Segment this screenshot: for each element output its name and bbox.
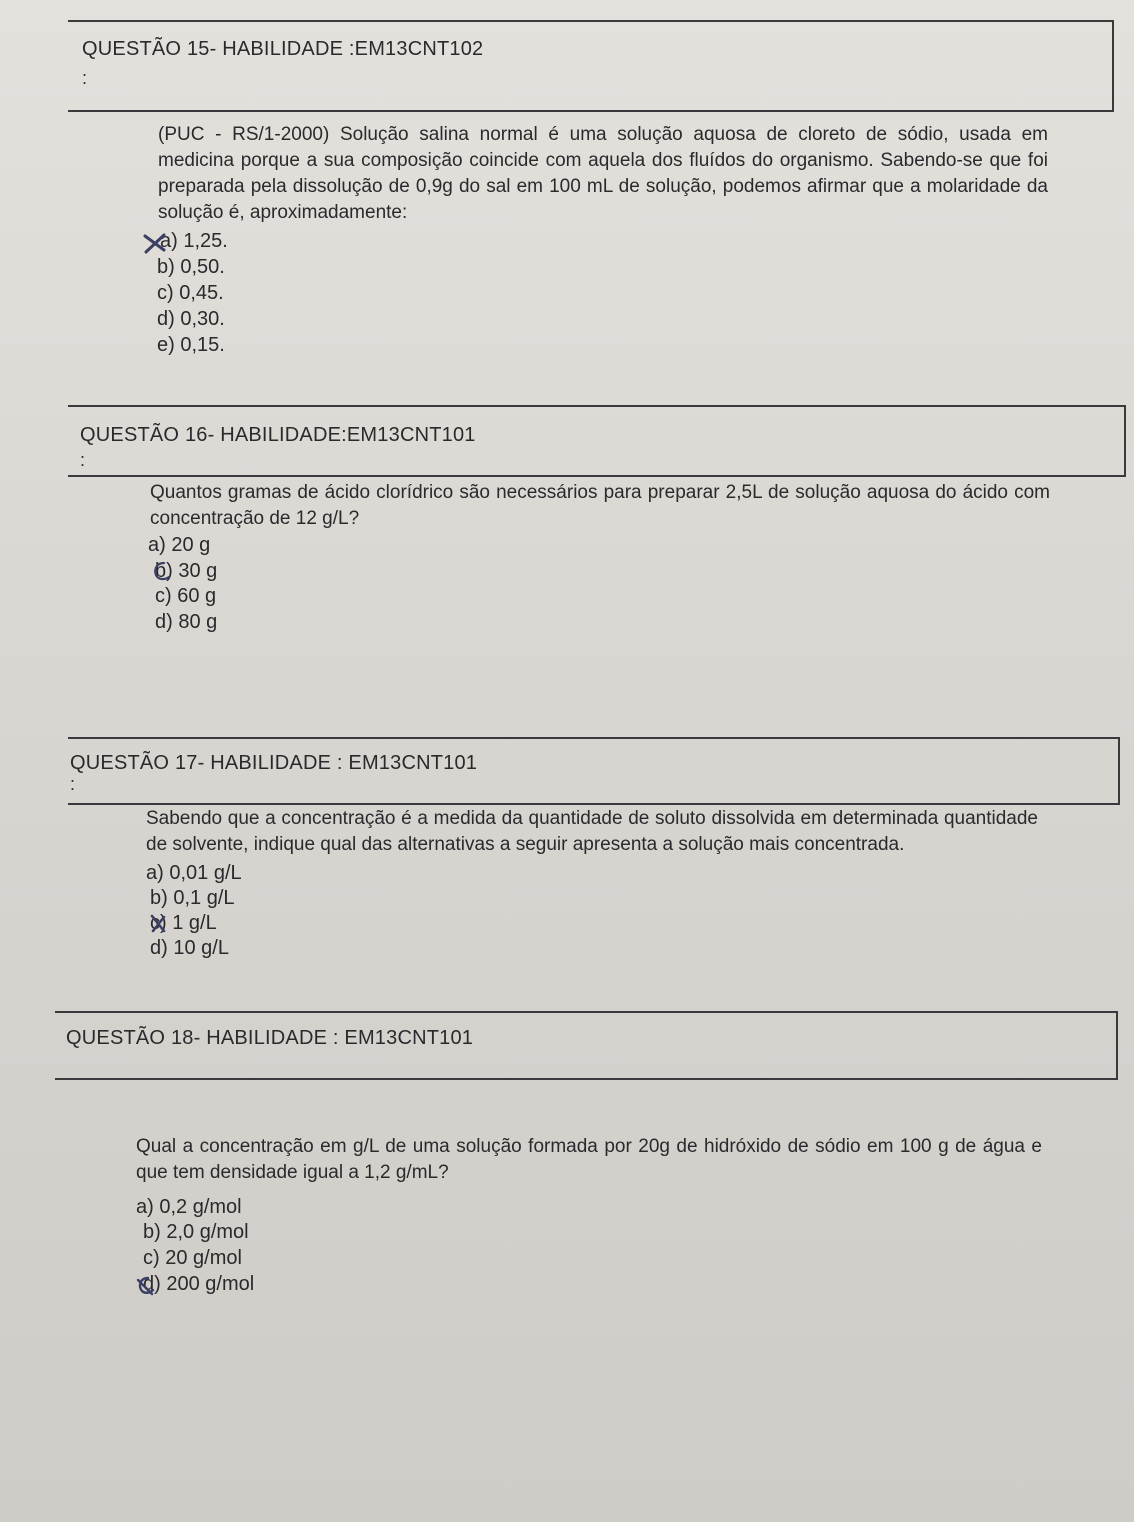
question-18-option-d[interactable]: d) 200 g/mol [143, 1273, 255, 1295]
pen-cross-mark-icon [142, 232, 168, 254]
question-16-option-d[interactable]: d) 80 g [155, 611, 218, 633]
question-18-option-a[interactable]: a) 0,2 g/mol [136, 1196, 242, 1218]
question-16-option-c[interactable]: c) 60 g [155, 585, 217, 607]
question-16-text: Quantos gramas de ácido clorídrico são necessários para preparar 2,5L de solução aquosa do ácido com concentração de 12 g/L? [150, 482, 1050, 529]
question-16-option-b[interactable]: b) 30 g [155, 560, 218, 582]
question-18-option-c[interactable]: c) 20 g/mol [143, 1247, 242, 1269]
pen-circle-mark-icon [134, 1274, 160, 1296]
question-17-option-b[interactable]: b) 0,1 g/L [150, 887, 235, 909]
question-17-option-a[interactable]: a) 0,01 g/L [146, 862, 242, 884]
question-16-colon: : [80, 450, 86, 470]
pen-cross-mark-icon [146, 912, 172, 934]
question-17-colon: : [70, 774, 76, 794]
question-17-title: QUESTÃO 17- HABILIDADE : EM13CNT101 [70, 752, 478, 774]
question-15-text: (PUC - RS/1-2000) Solução salina normal é uma solução aquosa de cloreto de sódio, usada em medicina porque a sua composição coincide com aquela dos fluídos do organismo. Sabendo-se que foi preparada pela dissolução de 0,9g do sal em 100 mL de solução, podemos afirmar que a molaridade da solução é, aproximadamente: [158, 124, 1048, 223]
question-17-option-c[interactable]: c) 1 g/L [150, 912, 217, 934]
question-17-text: Sabendo que a concentração é a medida da quantidade de soluto dissolvida em determinada quantidade de solvente, indique qual das alternativas a seguir apresenta a solução mais concentrada. [146, 808, 1038, 855]
question-17-option-d[interactable]: d) 10 g/L [150, 937, 229, 959]
question-15-option-c[interactable]: c) 0,45. [157, 282, 224, 304]
question-18-option-b[interactable]: b) 2,0 g/mol [143, 1221, 249, 1243]
question-15-title: QUESTÃO 15- HABILIDADE :EM13CNT102 [82, 38, 484, 60]
question-18-text: Qual a concentração em g/L de uma solução formada por 20g de hidróxido de sódio em 100 g de água e que tem densidade igual a 1,2 g/mL? [136, 1136, 1042, 1183]
question-18-title: QUESTÃO 18- HABILIDADE : EM13CNT101 [66, 1027, 474, 1049]
question-15-option-d[interactable]: d) 0,30. [157, 308, 225, 330]
question-16-option-a[interactable]: a) 20 g [148, 534, 211, 556]
question-15-colon: : [82, 68, 88, 88]
question-16-title: QUESTÃO 16- HABILIDADE:EM13CNT101 [80, 424, 476, 446]
pen-circle-mark-icon [151, 560, 177, 582]
question-15-header-box [68, 20, 1114, 112]
question-15-option-b[interactable]: b) 0,50. [157, 256, 225, 278]
question-15-option-a[interactable]: a) 1,25. [160, 230, 228, 252]
question-15-option-e[interactable]: e) 0,15. [157, 334, 225, 356]
